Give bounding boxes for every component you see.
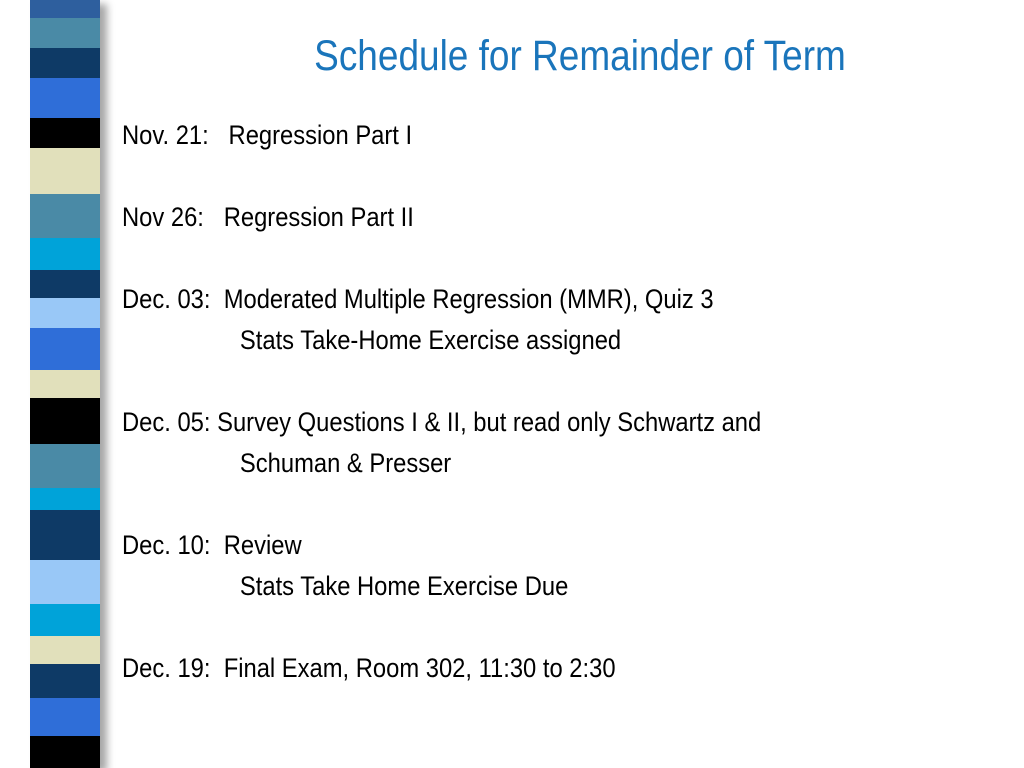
stripe [30, 0, 100, 18]
schedule-entry-dec05 [122, 402, 896, 484]
stripe [30, 698, 100, 736]
stripe [30, 636, 100, 664]
stripe [30, 78, 100, 118]
entry-topic: Survey Questions I & II, but read only Schwartz and [217, 407, 762, 437]
stripe [30, 560, 100, 604]
stripe [30, 118, 100, 148]
stripe [30, 48, 100, 78]
slide-title: Schedule for Remainder of Term [314, 32, 846, 80]
schedule-entry-dec03 [122, 279, 896, 361]
stripe [30, 270, 100, 298]
stripe [30, 238, 100, 270]
schedule-entry-dec19 [122, 648, 896, 689]
stripe [30, 298, 100, 328]
entry-topic: Review [223, 530, 302, 560]
entry-date: Dec. 19: [122, 653, 211, 683]
stripe [30, 18, 100, 48]
entry-topic: Final Exam, Room 302, 11:30 to 2:30 [223, 653, 616, 683]
entry-date: Dec. 05: [122, 407, 211, 437]
schedule-list [122, 115, 896, 730]
entry-note: Stats Take Home Exercise Due [239, 571, 569, 601]
stripe [30, 444, 100, 488]
entry-topic: Moderated Multiple Regression (MMR), Quiz 3 [223, 284, 714, 314]
stripe [30, 328, 100, 370]
stripe [30, 194, 100, 238]
stripe [30, 148, 100, 194]
schedule-entry-nov26 [122, 197, 896, 238]
entry-date: Dec. 03: [122, 284, 211, 314]
entry-topic: Regression Part II [223, 202, 414, 232]
entry-note: Stats Take-Home Exercise assigned [239, 325, 622, 355]
stripe [30, 370, 100, 398]
stripe [30, 510, 100, 560]
stripe [30, 736, 100, 768]
entry-date: Nov 26: [122, 202, 204, 232]
entry-note: Schuman & Presser [239, 448, 452, 478]
stripe [30, 488, 100, 510]
stripe [30, 398, 100, 444]
schedule-entry-nov21 [122, 115, 896, 156]
decorative-stripe-bar [30, 0, 100, 768]
schedule-entry-dec10 [122, 525, 896, 607]
entry-topic: Regression Part I [228, 120, 413, 150]
entry-date: Nov. 21: [122, 120, 209, 150]
stripe [30, 604, 100, 636]
stripe [30, 664, 100, 698]
entry-date: Dec. 10: [122, 530, 211, 560]
